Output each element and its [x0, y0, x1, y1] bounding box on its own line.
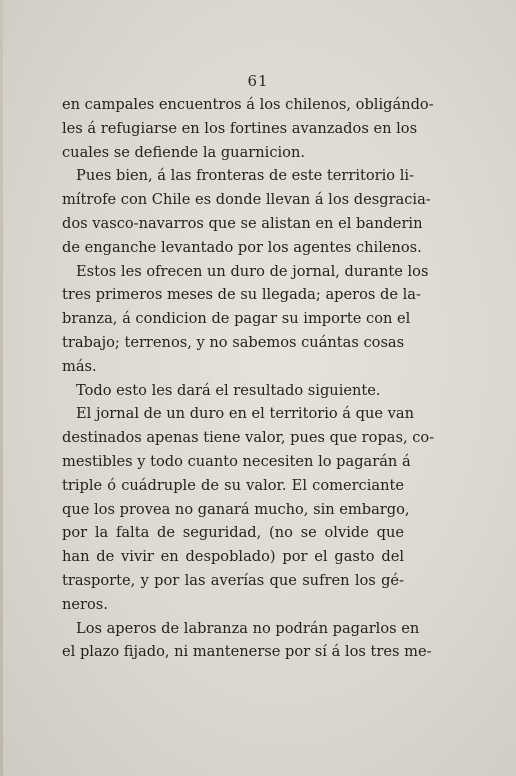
- text-line: Los aperos de labranza no podrán pagarlos en: [76, 619, 420, 637]
- text-line: Pues bien, á las fronteras de este territorio li-: [76, 167, 415, 185]
- page-edge: [0, 0, 3, 776]
- text-line: han de vivir en despoblado) por el gasto del: [62, 548, 404, 566]
- text-line: en campales encuentros á los chilenos, obligándo-: [62, 96, 434, 113]
- text-line: les á refugiarse en los fortines avanzados en los: [62, 119, 418, 137]
- text-line: trasporte, y por las averías que sufren los gé-: [62, 571, 404, 589]
- text-line: trabajo; terrenos, y no sabemos cuántas cosas: [62, 333, 405, 351]
- text-line: mestibles y todo cuanto necesiten lo pagarán á: [62, 452, 411, 470]
- text-line: destinados apenas tiene valor, pues que ropas, co-: [62, 429, 435, 447]
- text-line: por la falta de seguridad, (no se olvide que: [62, 524, 404, 542]
- text-line: de enganche levantado por los agentes chilenos.: [62, 238, 422, 256]
- text-line: el plazo fijado, ni mantenerse por sí á los tres me-: [62, 643, 432, 661]
- body-text: [62, 93, 435, 664]
- text-line: El jornal de un duro en el territorio á que van: [76, 405, 415, 423]
- text-line: neros.: [62, 595, 108, 613]
- text-line: más.: [62, 357, 97, 375]
- text-line: mítrofe con Chile es donde llevan á los desgracia-: [62, 191, 431, 209]
- page-number: 61: [247, 72, 269, 90]
- text-line: branza, á condicion de pagar su importe con el: [62, 310, 411, 328]
- text-line: triple ó cuádruple de su valor. El comerciante: [62, 476, 404, 494]
- text-line: dos vasco-navarros que se alistan en el banderin: [62, 214, 423, 232]
- text-line: que los provea no ganará mucho, sin embargo,: [62, 500, 410, 518]
- text-line: tres primeros meses de su llegada; aperos de la-: [62, 286, 421, 304]
- text-line: Estos les ofrecen un duro de jornal, durante los: [76, 262, 429, 280]
- text-line: Todo esto les dará el resultado siguiente.: [76, 381, 381, 399]
- text-line: cuales se defiende la guarnicion.: [62, 143, 305, 161]
